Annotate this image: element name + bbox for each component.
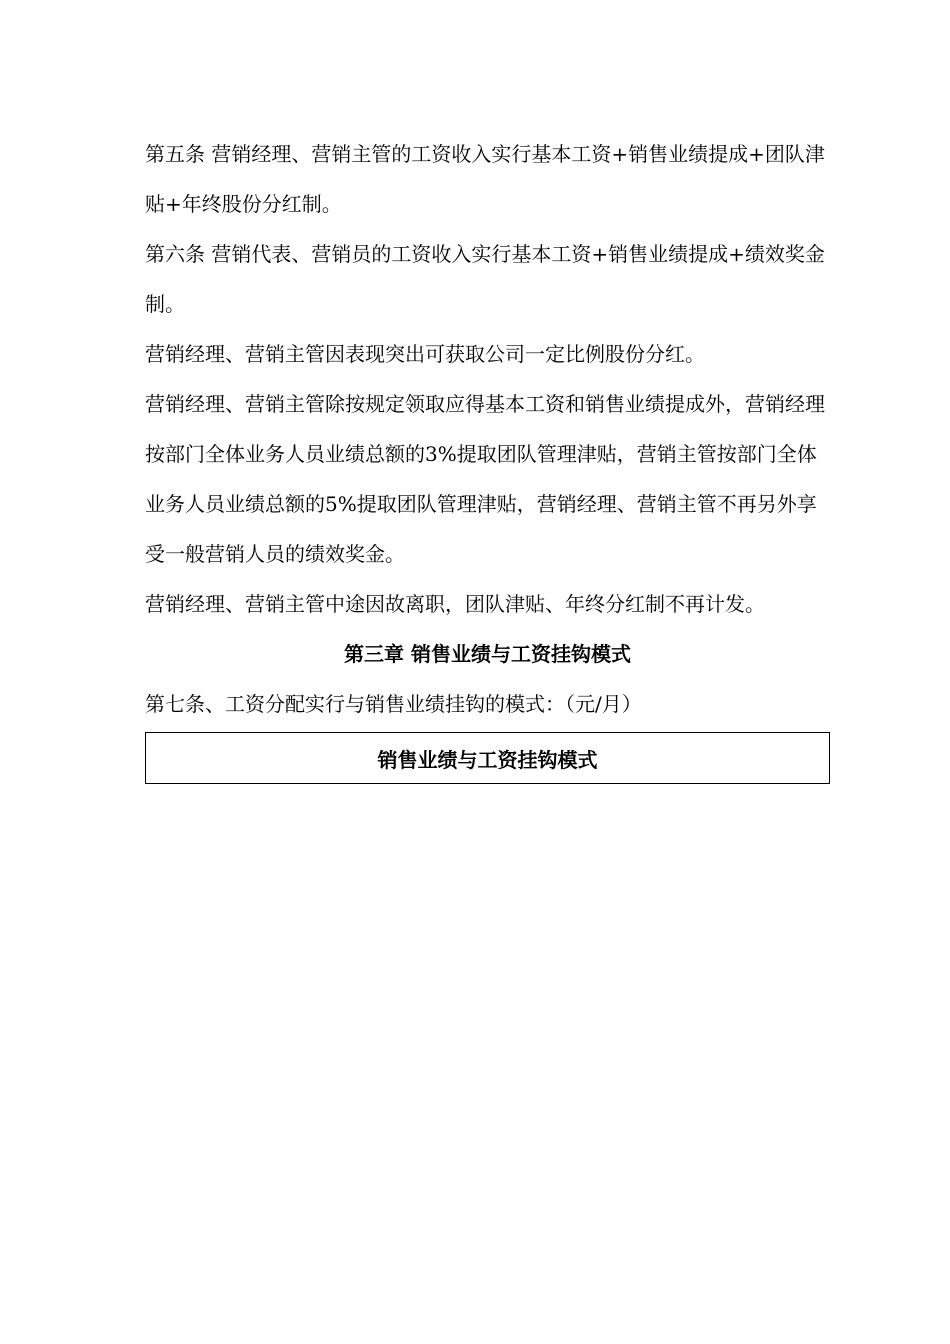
article-5-paragraph: 第五条 营销经理、营销主管的工资收入实行基本工资+销售业绩提成+团队津贴+年终股份分红制。	[145, 142, 825, 216]
document-body	[145, 129, 830, 784]
bonus-share-paragraph: 营销经理、营销主管因表现突出可获取公司一定比例股份分红。	[145, 342, 705, 366]
table-title: 销售业绩与工资挂钩模式	[377, 747, 598, 772]
article-6-paragraph: 第六条 营销代表、营销员的工资收入实行基本工资+销售业绩提成+绩效奖金制。	[145, 242, 825, 316]
resignation-paragraph: 营销经理、营销主管中途因故离职，团队津贴、年终分红制不再计发。	[145, 592, 765, 616]
article-7-paragraph: 第七条、工资分配实行与销售业绩挂钩的模式：（元/月）	[145, 692, 642, 716]
chapter-heading: 第三章 销售业绩与工资挂钩模式	[344, 642, 631, 666]
salary-table	[145, 732, 830, 784]
team-allowance-paragraph: 营销经理、营销主管除按规定领取应得基本工资和销售业绩提成外，营销经理按部门全体业务人员业绩总额的3%提取团队管理津贴，营销主管按部门全体业务人员业绩总额的5%提取团队管理津贴，营销经理、营销主管不再另外享受一般营销人员的绩效奖金。	[145, 392, 825, 566]
